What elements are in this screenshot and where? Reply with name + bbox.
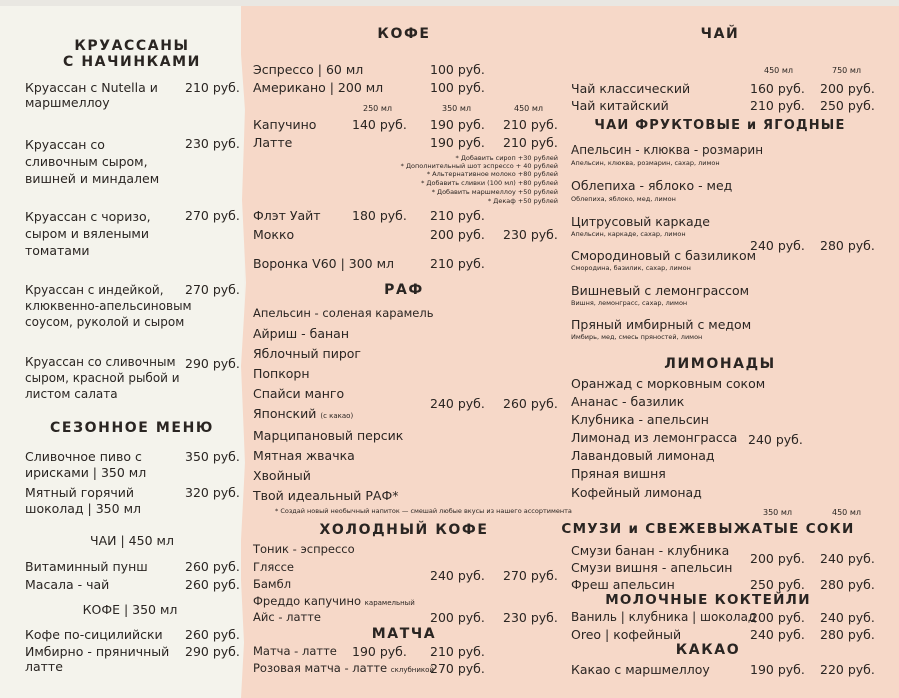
seasonal-item-1 [25,449,185,481]
smoothie-volume-2: 450 мл [832,508,861,517]
croissants-heading: КРУАССАНЫ [74,38,190,54]
milkshake-1-price-1: 200 руб. [750,610,805,625]
seasonal-coffee-heading: КОФЕ | 350 мл [82,602,178,617]
fruit-tea-3: Цитрусовый каркаде [571,214,710,229]
item-line: ирисками | 350 мл [25,465,147,480]
smoothie-1: Смузи банан - клубника [571,543,730,558]
raf-item-8: Мятная жвачка [253,448,355,463]
pink-matcha [253,661,434,678]
tea-chinese-price-1: 210 руб. [750,98,805,113]
raf-price-2: 240 руб. [430,396,485,411]
raf-price-3: 260 руб. [503,396,558,411]
coffee-volume-1: 250 мл [363,104,392,113]
pink-matcha-price-2: 270 руб. [430,661,485,676]
v60-price: 210 руб. [430,256,485,271]
smoothie-3-price-2: 280 руб. [820,577,875,592]
latte-price-3: 210 руб. [503,135,558,150]
raf-heading: РАФ [384,282,424,298]
item-line: Круассан с Nutella и [25,80,158,95]
tea-chinese-price-2: 250 руб. [820,98,875,113]
cold-coffee-price-2: 240 руб. [430,568,485,583]
fruit-tea-price-2: 280 руб. [820,238,875,253]
raf-item-2: Айриш - банан [253,326,350,341]
item-line: Круассан с чоризо, [25,209,151,224]
seasonal-tea-price-1: 260 руб. [185,559,240,574]
milkshake-2-price-1: 240 руб. [750,627,805,642]
cappuccino-price-1: 140 руб. [352,117,407,132]
seasonal-price-2: 320 руб. [185,485,240,500]
seasonal-item-2 [25,485,185,517]
mocha-price-3: 230 руб. [503,227,558,242]
milkshake-1: Ваниль | клубника | шоколад [571,610,757,624]
raf-item-5: Спайси манго [253,386,345,401]
fruit-tea-2: Облепиха - яблоко - мед [571,178,733,193]
tea-classic: Чай классический [571,81,691,96]
coffee-heading: КОФЕ [377,26,431,42]
smoothie-1-price-1: 200 руб. [750,551,805,566]
tea-volume-2: 750 мл [832,66,861,75]
coffee-note-4: * Добавить сливки (100 мл) +80 рублей [421,179,558,187]
mocha: Мокко [253,227,295,242]
lemonade-7: Кофейный лимонад [571,485,702,500]
freddo-name: Фреддо капучино [253,594,362,608]
raf-item-6-name: Японский [253,406,317,421]
lemonades-heading: ЛИМОНАДЫ [664,356,776,372]
fruit-tea-6: Пряный имбирный с медом [571,317,752,332]
fruit-tea-4: Смородиновый с базиликом [571,248,757,263]
raf-item-4: Попкорн [253,366,310,381]
item-line: Круассан со [25,137,105,152]
lemonade-1: Оранжад с морковным соком [571,376,766,391]
croissant-item-1 [25,80,185,110]
cold-coffee-price-3: 270 руб. [503,568,558,583]
milkshake-2-price-2: 280 руб. [820,627,875,642]
item-line: Мятный горячий [25,485,135,500]
cold-coffee-item-2: Гляссе [253,560,295,574]
item-line: латте [25,659,63,674]
milkshake-2: Oreo | кофейный [571,627,682,642]
espresso: Эспрессо | 60 мл [253,62,364,77]
tea-classic-price-2: 200 руб. [820,81,875,96]
item-line: листом салата [25,387,118,401]
croissant-price-4: 270 руб. [185,282,240,297]
cocoa-price-2: 220 руб. [820,662,875,677]
cocoa-item: Какао с маршмеллоу [571,662,710,677]
lemonade-6: Пряная вишня [571,466,666,481]
croissants-heading-2: С НАЧИНКАМИ [63,54,201,70]
fruit-tea-price-1: 240 руб. [750,238,805,253]
smoothie-3-price-1: 250 руб. [750,577,805,592]
americano: Американо | 200 мл [253,80,384,95]
tea-volume-1: 450 мл [764,66,793,75]
matcha-latte-price-2: 210 руб. [430,644,485,659]
croissant-item-2 [25,136,185,187]
seasonal-coffee-1: Кофе по-сицилийски [25,627,163,642]
v60: Воронка V60 | 300 мл [253,256,395,271]
tea-chinese: Чай китайский [571,98,669,113]
item-line: шоколад | 350 мл [25,501,141,516]
fruit-tea-heading: ЧАИ ФРУКТОВЫЕ и ЯГОДНЫЕ [594,118,846,133]
cappuccino-price-2: 190 руб. [430,117,485,132]
fruit-tea-5: Вишневый с лемонграссом [571,283,750,298]
cappuccino: Капучино [253,117,317,132]
espresso-price: 100 руб. [430,62,485,77]
freddo-note: карамельный [364,599,415,607]
lemonade-5: Лавандовый лимонад [571,448,715,463]
raf-footnote: * Создай новый необычный напиток — смешай любые вкусы из нашего ассортимента [275,507,572,515]
fruit-tea-4-desc: Смородина, базилик, сахар, лимон [571,264,691,272]
raf-item-1: Апельсин - соленая карамель [253,306,434,320]
smoothies-heading: СМУЗИ и СВЕЖЕВЫЖАТЫЕ СОКИ [561,521,855,537]
coffee-volume-2: 350 мл [442,104,471,113]
matcha-latte-price-1: 190 руб. [352,644,407,659]
cappuccino-price-3: 210 руб. [503,117,558,132]
seasonal-price-1: 350 руб. [185,449,240,464]
cold-coffee-item-1: Тоник - эспрессо [253,542,355,556]
raf-item-6-note: (с какао) [320,412,354,420]
lemonade-4: Лимонад из лемонграсса [571,430,738,445]
lemonade-price: 240 руб. [748,432,803,447]
pink-matcha-note: склубникой [390,666,434,674]
flat-white-price-2: 210 руб. [430,208,485,223]
lemonade-2: Ананас - базилик [571,394,685,409]
item-line: Сливочное пиво с [25,449,142,464]
smoothie-3: Фреш апельсин [571,577,675,592]
coffee-note-6: * Декаф +50 рублей [487,197,558,205]
croissant-price-1: 210 руб. [185,80,240,95]
croissant-item-3 [25,208,185,259]
flat-white: Флэт Уайт [253,208,321,223]
coffee-note-1: * Добавить сироп +30 рублей [455,154,558,162]
fruit-tea-1-desc: Апельсин, клюква, розмарин, сахар, лимон [571,159,720,167]
coffee-note-3: * Альтернативное молоко +80 рублей [426,170,558,178]
americano-price: 100 руб. [430,80,485,95]
raf-item-3: Яблочный пирог [253,346,362,361]
ice-latte-price-2: 200 руб. [430,610,485,625]
pink-matcha-name: Розовая матча - латте [253,661,388,675]
fruit-tea-5-desc: Вишня, лемонграсс, сахар, лимон [571,299,688,307]
matcha-latte: Матча - латте [253,644,337,658]
croissant-item-4 [25,282,192,330]
seasonal-coffee-price-1: 260 руб. [185,627,240,642]
item-line: вишней и миндалем [25,171,160,186]
cold-coffee-heading: ХОЛОДНЫЙ КОФЕ [319,522,489,538]
cocoa-heading: КАКАО [675,642,741,658]
fruit-tea-3-desc: Апельсин, каркаде, сахар, лимон [571,230,686,238]
latte: Латте [253,135,293,150]
cocoa-price-1: 190 руб. [750,662,805,677]
latte-price-2: 190 руб. [430,135,485,150]
seasonal-tea-price-2: 260 руб. [185,577,240,592]
tea-classic-price-1: 160 руб. [750,81,805,96]
item-line: сыром, красной рыбой и [25,371,180,385]
raf-item-10: Твой идеальный РАФ* [253,488,399,503]
cold-coffee-item-3: Бамбл [253,577,292,591]
coffee-note-5: * Добавить маршмеллоу +50 рублей [431,188,558,196]
croissant-price-5: 290 руб. [185,356,240,371]
milkshakes-heading: МОЛОЧНЫЕ КОКТЕЙЛИ [605,592,811,608]
flat-white-price-1: 180 руб. [352,208,407,223]
item-line: Имбирно - пряничный [25,644,170,659]
croissant-price-3: 270 руб. [185,208,240,223]
seasonal-tea-1: Витаминный пунш [25,559,148,574]
milkshake-1-price-2: 240 руб. [820,610,875,625]
smoothie-volume-1: 350 мл [763,508,792,517]
raf-item-9: Хвойный [253,468,311,483]
item-line: сыром и вялеными [25,226,149,241]
ice-latte: Айс - латте [253,610,321,624]
coffee-volume-3: 450 мл [514,104,543,113]
coffee-note-2: * Дополнительный шот эспрессо + 40 рублей [400,162,558,170]
item-line: Круассан с индейкой, [25,283,164,297]
smoothie-2: Смузи вишня - апельсин [571,560,733,575]
item-line: соусом, руколой и сыром [25,315,185,329]
fruit-tea-2-desc: Облепиха, яблоко, мед, лимон [571,195,676,203]
croissant-item-5 [25,354,185,402]
seasonal-coffee-2 [25,644,185,674]
item-line: томатами [25,243,90,258]
seasonal-heading: СЕЗОННОЕ МЕНЮ [50,420,214,436]
item-line: маршмеллоу [25,95,110,110]
mocha-price-2: 200 руб. [430,227,485,242]
matcha-heading: МАТЧА [371,626,437,642]
seasonal-tea-2: Масала - чай [25,577,110,592]
raf-item-6 [253,406,353,424]
fruit-tea-6-desc: Имбирь, мед, смесь пряностей, лимон [571,333,703,341]
seasonal-coffee-price-2: 290 руб. [185,644,240,659]
item-line: сливочным сыром, [25,154,148,169]
item-line: Круассан со сливочным [25,355,176,369]
ice-latte-price-3: 230 руб. [503,610,558,625]
item-line: клюквенно-апельсиновым [25,299,192,313]
tea-heading: ЧАЙ [700,26,740,42]
freddo-cappuccino [253,594,415,611]
fruit-tea-1: Апельсин - клюква - розмарин [571,143,764,157]
raf-item-7: Марципановый персик [253,428,404,443]
lemonade-3: Клубника - апельсин [571,412,709,427]
croissant-price-2: 230 руб. [185,136,240,151]
smoothie-1-price-2: 240 руб. [820,551,875,566]
seasonal-tea-heading: ЧАИ | 450 мл [90,533,174,548]
